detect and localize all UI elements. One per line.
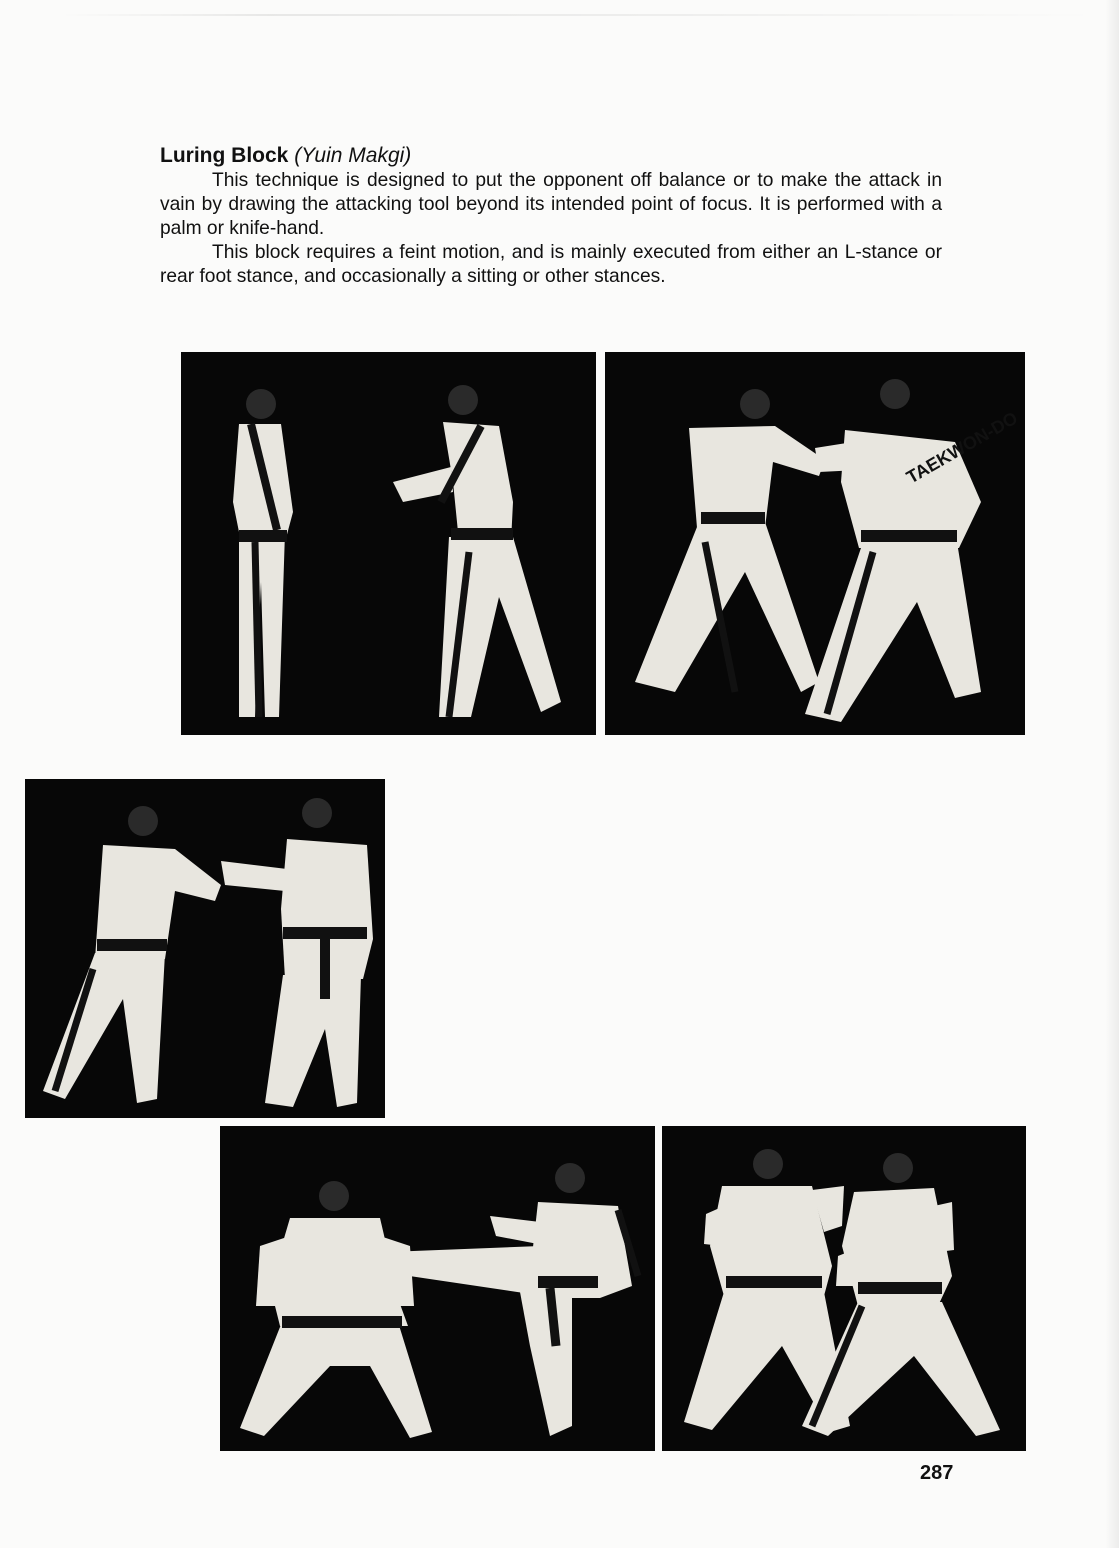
section-title: Luring Block (160, 144, 289, 167)
scan-edge-shade (1105, 0, 1119, 1548)
photo-5 (662, 1126, 1026, 1451)
photo-3-figures (25, 779, 385, 1118)
paragraph-2: This block requires a feint motion, and is mainly executed from either an L-stance or rear foot stance, and occasionally a sitting or other stances. (160, 242, 942, 287)
photo-5-figures (662, 1126, 1026, 1451)
page-number: 287 (920, 1462, 954, 1484)
section-heading (160, 143, 942, 169)
text-block (160, 143, 942, 289)
photo-1 (181, 352, 596, 735)
photo-2 (605, 352, 1025, 735)
uniform-lettering: TAEKWON-DO (903, 407, 1021, 488)
photo-4-figures (220, 1126, 655, 1451)
paragraph-1: This technique is designed to put the opponent off balance or to make the attack in vain by drawing the attacking tool beyond its intended point of focus. It is performed with a palm or knife-hand. (160, 170, 942, 239)
photo-1-figures (181, 352, 596, 735)
section-title-romanized: (Yuin Makgi) (294, 144, 412, 167)
photo-3 (25, 779, 385, 1118)
scan-artifact (60, 14, 1100, 16)
photo-2-figures (605, 352, 1025, 735)
photo-4 (220, 1126, 655, 1451)
